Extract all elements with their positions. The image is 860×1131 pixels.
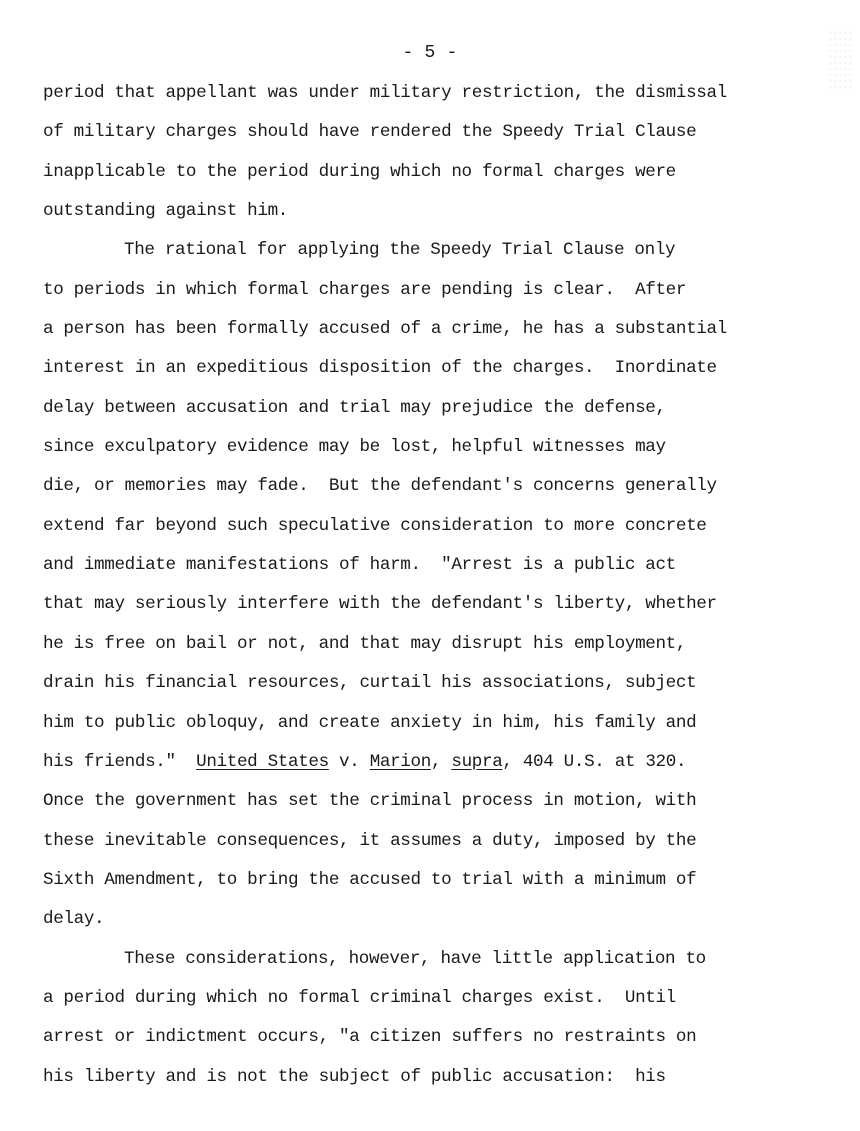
text-line: of military charges should have rendered the Speedy Trial Clause <box>43 122 697 143</box>
text-line: interest in an expeditious disposition of the charges. Inordinate <box>43 358 717 379</box>
text-line: he is free on bail or not, and that may disrupt his employment, <box>43 633 687 654</box>
body-text <box>43 80 843 1103</box>
case-name-united-states: United States <box>196 751 329 772</box>
text-line: Sixth Amendment, to bring the accused to trial with a minimum of <box>43 869 697 890</box>
paragraph-first-line: The rational for applying the Speedy Trial Clause only <box>124 240 676 261</box>
page-number: - 5 - <box>402 43 458 63</box>
text-line: that may seriously interfere with the defendant's liberty, whether <box>43 594 717 615</box>
citation-versus: v. <box>328 751 370 772</box>
text-line: drain his financial resources, curtail his associations, subject <box>43 673 697 694</box>
paragraph-first-line: These considerations, however, have little application to <box>124 948 706 969</box>
citation-comma: , <box>430 751 452 772</box>
text-line: delay. <box>43 909 105 930</box>
text-line: outstanding against him. <box>43 201 288 222</box>
text-line: a period during which no formal criminal charges exist. Until <box>43 987 676 1008</box>
text-line: die, or memories may fade. But the defendant's concerns generally <box>43 476 717 497</box>
text-line: his liberty and is not the subject of public accusation: his <box>43 1066 666 1087</box>
text-line: since exculpatory evidence may be lost, helpful witnesses may <box>43 437 666 458</box>
case-name-marion: Marion <box>369 751 431 772</box>
text-line: to periods in which formal charges are pending is clear. After <box>43 279 687 300</box>
text-line: delay between accusation and trial may prejudice the defense, <box>43 397 666 418</box>
text-line: a person has been formally accused of a crime, he has a substantial <box>43 319 727 340</box>
text-line: Once the government has set the criminal process in motion, with <box>43 791 697 812</box>
text-line: extend far beyond such speculative consideration to more concrete <box>43 515 707 536</box>
text-line: and immediate manifestations of harm. "Arrest is a public act <box>43 555 676 576</box>
citation-signal-supra: supra <box>451 751 503 772</box>
text-line: inapplicable to the period during which no formal charges were <box>43 161 676 182</box>
text-line: these inevitable consequences, it assumes a duty, imposed by the <box>43 830 697 851</box>
text-line: period that appellant was under military restriction, the dismissal <box>43 83 727 103</box>
citation-lead: his friends." <box>43 751 197 772</box>
text-line: arrest or indictment occurs, "a citizen suffers no restraints on <box>43 1027 697 1048</box>
text-line: him to public obloquy, and create anxiety in him, his family and <box>43 712 697 733</box>
citation-reporter: , 404 U.S. at 320. <box>502 751 687 772</box>
citation-line <box>43 749 843 788</box>
